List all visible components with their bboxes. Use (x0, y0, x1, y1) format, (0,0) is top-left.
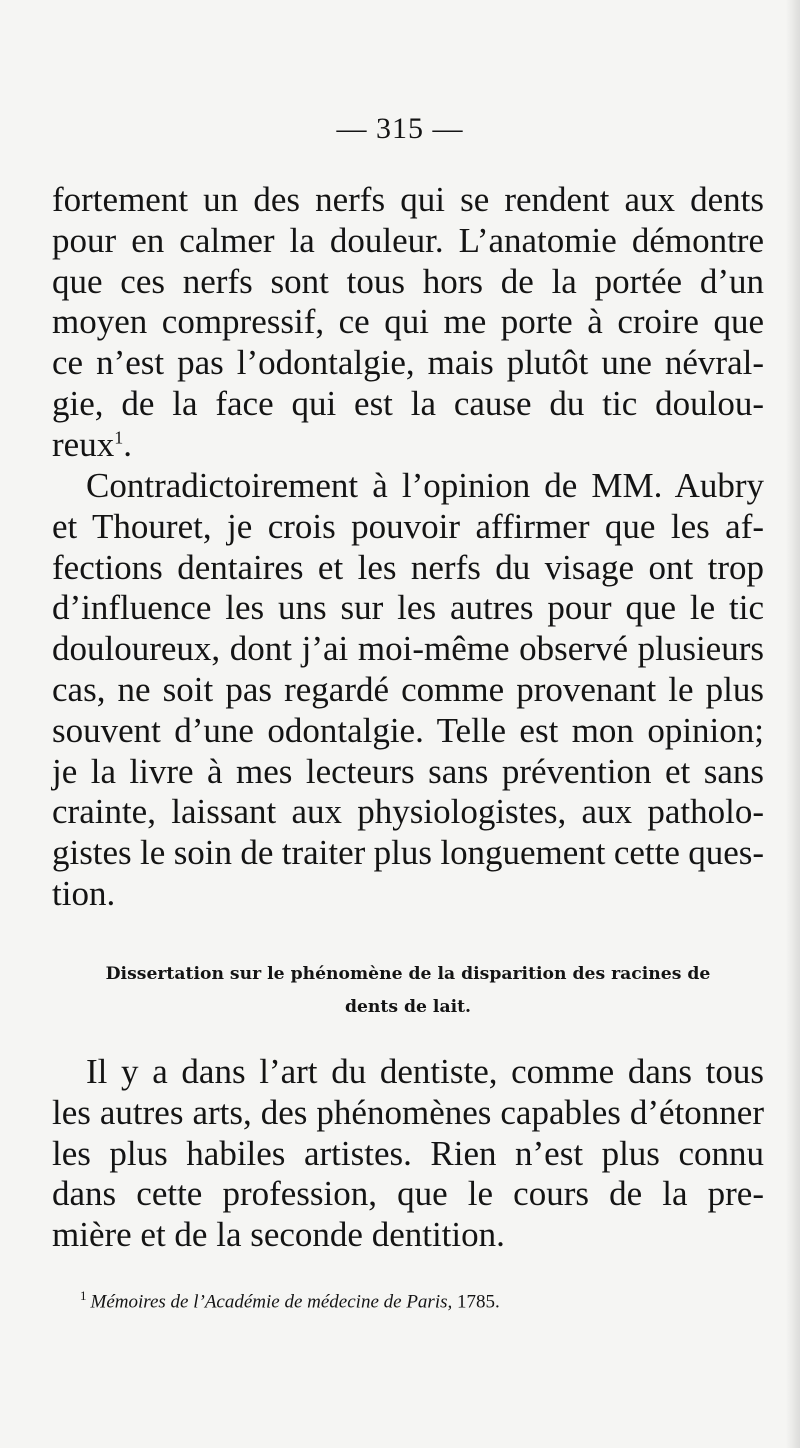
text-line: souvent d’une odontalgie. Telle est mon opinion; (52, 710, 764, 750)
text-line: Il y a dans l’art du dentiste, comme dans tous (86, 1052, 764, 1091)
text-line: gistes le soin de traiter plus longuement cette ques- (52, 833, 764, 873)
text-line: Contradictoirement à l’opinion de MM. Aubry (86, 466, 764, 505)
text-line: cas, ne soit pas regardé comme provenant le plus (52, 669, 764, 709)
text-line: les plus habiles artistes. Rien n’est plus connu (52, 1133, 764, 1173)
section-heading-line: dents de lait. (344, 997, 472, 1017)
text-line: dans cette profession, que le cours de la pre- (52, 1174, 764, 1214)
text-line: que ces nerfs sont tous hors de la portée d’un (52, 261, 764, 301)
text-line: crainte, laissant aux physiologistes, aux patholo- (52, 792, 764, 832)
page-edge-shadow (786, 0, 800, 1448)
text-line-last: tion. (52, 873, 116, 913)
text-line-last: mière et de la seconde dentition. (52, 1215, 505, 1255)
text-line: moyen compressif, ce qui me porte à croire que (52, 302, 764, 342)
footnote-mark: 1 (80, 1288, 87, 1303)
section-heading (52, 958, 764, 1024)
text-fragment-tail: . (123, 424, 132, 464)
page-number: — 315 — (336, 112, 464, 145)
paragraph-1 (52, 180, 764, 466)
text-line: douloureux, dont j’ai moi-même observé plusieurs (52, 629, 764, 669)
text-line: ce n’est pas l’odontalgie, mais plutôt une névral- (52, 343, 764, 383)
text-line-last (52, 425, 764, 466)
text-line: je la livre à mes lecteurs sans prévention et sans (52, 751, 764, 791)
text-line: fortement un des nerfs qui se rendent aux dents (52, 180, 764, 219)
text-line: les autres arts, des phénomènes capables d’étonner (52, 1092, 764, 1132)
footnote-text: Mémoires de l’Académie de médecine de Paris, (90, 1291, 453, 1313)
footnote-reference: 1 (114, 427, 124, 448)
paragraph-3 (52, 1052, 764, 1256)
text-line: gie, de la face qui est la cause du tic doulou- (52, 383, 764, 423)
text-fragment: reux (52, 424, 115, 464)
text-line: fections dentaires et les nerfs du visage ont trop (52, 547, 764, 587)
text-line: et Thouret, je crois pouvoir affirmer que les af- (52, 506, 764, 546)
footnote-year: 1785. (457, 1291, 500, 1313)
section-heading-line: Dissertation sur le phénomène de la disparition des racines de (105, 964, 711, 984)
text-line: d’influence les uns sur les autres pour que le tic (52, 588, 764, 628)
text-line: pour en calmer la douleur. L’anatomie démontre (52, 220, 764, 260)
paragraph-2 (52, 466, 764, 915)
footnote (80, 1288, 500, 1313)
